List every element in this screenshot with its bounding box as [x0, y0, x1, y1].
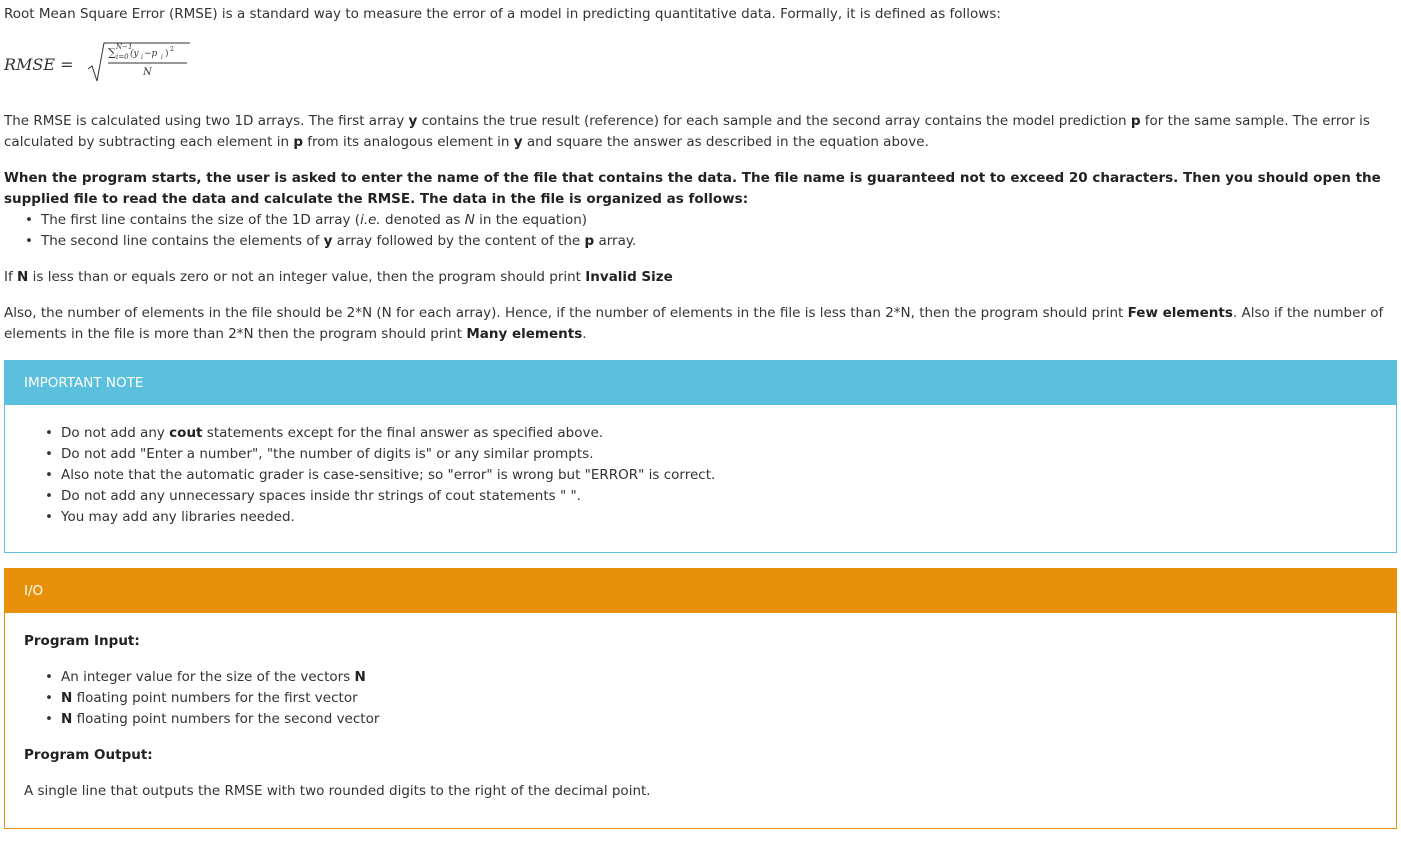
invalid-size-paragraph: If N is less than or equals zero or not an integer value, then the program should print Invalid Size [4, 269, 673, 285]
sum-symbol: ∑ [108, 46, 116, 59]
input-heading: Program Input: [24, 633, 140, 649]
formula-lhs: RMSE = [4, 55, 74, 74]
exponent: 2 [170, 46, 174, 53]
sqrt-fraction [86, 39, 196, 85]
lower-limit: i=0 [116, 53, 129, 61]
file-format-list [4, 210, 1397, 252]
panel-title: I/O [5, 569, 1396, 613]
numerator-term: (y [130, 49, 139, 59]
file-instructions: When the program starts, the user is asked to enter the name of the file that contains the data. The file name is guaranteed not to exceed 20 characters. Then you should open the supplied file to read the data and calculate the RMSE. The data in the file is organized as follows: [4, 170, 1381, 207]
minus-p: −p [144, 49, 158, 59]
list-item: • Do not add any cout statements except for the final answer as specified above. [61, 423, 1377, 444]
arrays-paragraph: The RMSE is calculated using two 1D arrays. The first array y contains the true result (reference) for each sample and the second array contains the model prediction p for the same sample. The error is calculated by subtracting each element in p from its analogous element in y and square the answer as described in the equation above. [4, 113, 1370, 150]
input-list [24, 667, 1377, 730]
close-paren: ) [165, 49, 169, 59]
list-item: • N floating point numbers for the first vector [61, 688, 1377, 709]
output-heading: Program Output: [24, 747, 153, 763]
list-item: • Do not add "Enter a number", "the number of digits is" or any similar prompts. [61, 444, 1377, 465]
list-item: • The first line contains the size of the 1D array (i.e. denoted as N in the equation) [41, 210, 1397, 231]
list-item: • N floating point numbers for the second vector [61, 709, 1377, 730]
panel-title: IMPORTANT NOTE [5, 361, 1396, 405]
io-panel [4, 568, 1397, 829]
list-item: • The second line contains the elements of y array followed by the content of the p array. [41, 231, 1397, 252]
list-item: • Also note that the automatic grader is case-sensitive; so "error" is wrong but "ERROR" is correct. [61, 465, 1377, 486]
important-note-panel [4, 360, 1397, 553]
note-list [24, 423, 1377, 528]
output-text: A single line that outputs the RMSE with two rounded digits to the right of the decimal point. [24, 783, 651, 799]
denominator: N [143, 67, 152, 78]
subscript-i-2: i [161, 54, 163, 61]
rmse-formula [4, 39, 1397, 91]
list-item: • You may add any libraries needed. [61, 507, 1377, 528]
subscript-i: i [141, 54, 143, 61]
intro-text: Root Mean Square Error (RMSE) is a standard way to measure the error of a model in predicting quantitative data. Formally, it is defined as follows: [4, 6, 1001, 22]
list-item: • An integer value for the size of the vectors N [61, 667, 1377, 688]
list-item: • Do not add any unnecessary spaces inside thr strings of cout statements " ". [61, 486, 1377, 507]
upper-limit: N−1 [116, 43, 133, 51]
element-count-paragraph: Also, the number of elements in the file should be 2*N (N for each array). Hence, if the number of elements in the file is less than 2*N, then the program should print Few elements. Also if the number of elements in the file is more than 2*N then the program should print Many elements. [4, 305, 1384, 342]
